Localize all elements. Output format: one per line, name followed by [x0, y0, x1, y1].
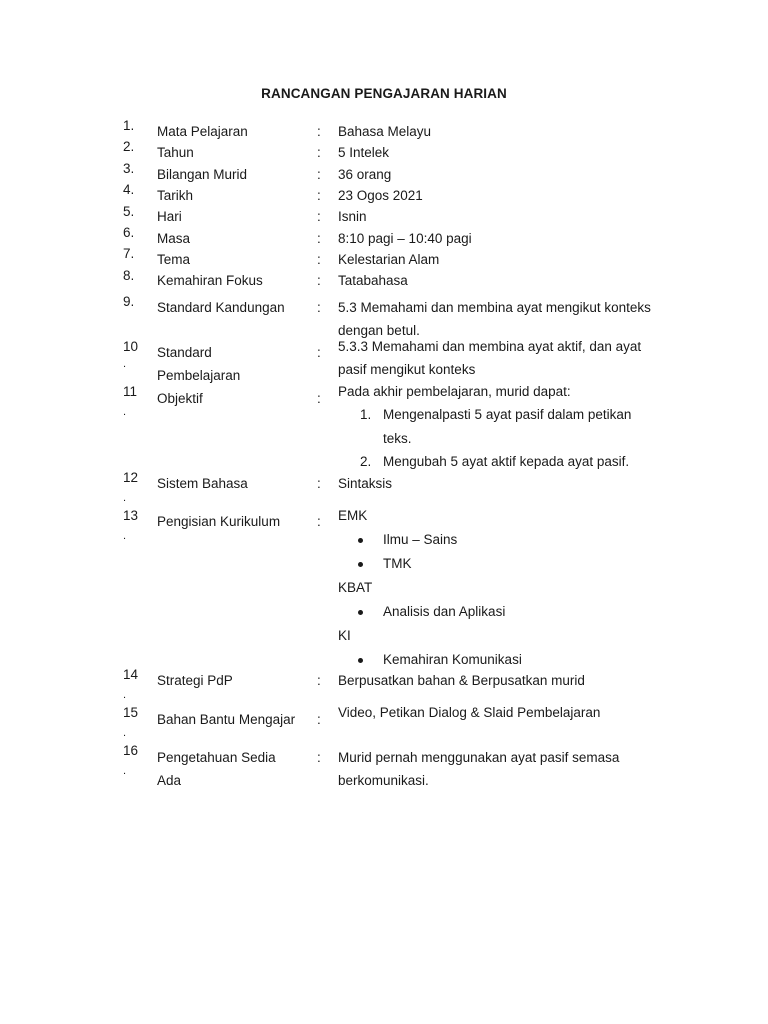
row-number-dot: .: [123, 358, 127, 370]
row-value: Isnin: [338, 209, 367, 224]
row-number-dot: .: [123, 689, 127, 701]
row-number: 2.: [123, 139, 135, 154]
row-colon: :: [317, 231, 321, 246]
curriculum-heading: KBAT: [338, 580, 373, 595]
row-number: 15: [123, 705, 139, 720]
row-colon: :: [317, 345, 321, 360]
row-colon: :: [317, 391, 321, 406]
row-number-dot: .: [123, 727, 127, 739]
row-label: Strategi PdP: [157, 673, 233, 688]
curriculum-bullet: Ilmu – Sains: [383, 532, 458, 547]
row-value-line: berkomunikasi.: [338, 773, 429, 788]
curriculum-bullet: Analisis dan Aplikasi: [383, 604, 506, 619]
row-label: Tahun: [157, 145, 194, 160]
row-number: 6.: [123, 225, 135, 240]
row-colon: :: [317, 300, 321, 315]
row-label-line: Pengetahuan Sedia: [157, 750, 276, 765]
row-label: Objektif: [157, 391, 203, 406]
bullet-marker: [358, 610, 363, 615]
row-colon: :: [317, 209, 321, 224]
objective-text: teks.: [383, 431, 412, 446]
curriculum-bullet: TMK: [383, 556, 412, 571]
row-label: Pengisian Kurikulum: [157, 514, 281, 529]
row-number-dot: .: [123, 765, 127, 777]
bullet-marker: [358, 538, 363, 543]
curriculum-heading: EMK: [338, 508, 368, 523]
row-number: 10: [123, 339, 139, 354]
row-value: Tatabahasa: [338, 273, 408, 288]
row-colon: :: [317, 673, 321, 688]
row-label: Masa: [157, 231, 191, 246]
row-label-line: Standard: [157, 345, 212, 360]
row-number: 14: [123, 667, 139, 682]
row-colon: :: [317, 252, 321, 267]
row-colon: :: [317, 273, 321, 288]
row-label: Sistem Bahasa: [157, 476, 248, 491]
row-value: 8:10 pagi – 10:40 pagi: [338, 231, 472, 246]
curriculum-heading: KI: [338, 628, 351, 643]
objective-number: 2.: [360, 454, 372, 469]
objective-text: Mengenalpasti 5 ayat pasif dalam petikan: [383, 407, 632, 422]
curriculum-bullet: Kemahiran Komunikasi: [383, 652, 522, 667]
row-value-line: 5.3 Memahami dan membina ayat mengikut konteks: [338, 300, 651, 315]
row-value-line: pasif mengikut konteks: [338, 362, 476, 377]
row-label: Kemahiran Fokus: [157, 273, 263, 288]
row-label: Bilangan Murid: [157, 167, 248, 182]
row-value: Kelestarian Alam: [338, 252, 440, 267]
row-value: Berpusatkan bahan & Berpusatkan murid: [338, 673, 585, 688]
row-colon: :: [317, 188, 321, 203]
row-number: 11: [123, 384, 138, 399]
row-number: 16: [123, 743, 139, 758]
row-number: 1.: [123, 118, 135, 133]
row-number: 4.: [123, 182, 135, 197]
bullet-marker: [358, 562, 363, 567]
row-number: 9.: [123, 294, 135, 309]
row-label: Standard Kandungan: [157, 300, 285, 315]
row-label-line: Pembelajaran: [157, 368, 241, 383]
row-value-line: 5.3.3 Memahami dan membina ayat aktif, dan ayat: [338, 339, 642, 354]
row-number: 12: [123, 470, 139, 485]
row-label: Tarikh: [157, 188, 194, 203]
row-value: 5 Intelek: [338, 145, 390, 160]
row-number: 5.: [123, 204, 135, 219]
row-label: Bahan Bantu Mengajar: [157, 712, 296, 727]
objective-text: Mengubah 5 ayat aktif kepada ayat pasif.: [383, 454, 630, 469]
row-value: Video, Petikan Dialog & Slaid Pembelajaran: [338, 705, 601, 720]
row-value: 23 Ogos 2021: [338, 188, 423, 203]
row-colon: :: [317, 476, 321, 491]
row-colon: :: [317, 124, 321, 139]
row-number-dot: .: [123, 492, 127, 504]
row-number: 13: [123, 508, 139, 523]
row-label: Hari: [157, 209, 182, 224]
row-value: 36 orang: [338, 167, 392, 182]
row-value-line: dengan betul.: [338, 323, 420, 338]
row-value: Bahasa Melayu: [338, 124, 432, 139]
row-label-line: Ada: [157, 773, 182, 788]
page-title: RANCANGAN PENGAJARAN HARIAN: [261, 86, 507, 101]
row-colon: :: [317, 750, 321, 765]
row-number-dot: .: [123, 406, 127, 418]
bullet-marker: [358, 658, 363, 663]
row-number-dot: .: [123, 530, 127, 542]
row-value: Sintaksis: [338, 476, 393, 491]
row-number: 3.: [123, 161, 135, 176]
row-colon: :: [317, 712, 321, 727]
row-colon: :: [317, 145, 321, 160]
row-label: Tema: [157, 252, 191, 267]
row-number: 7.: [123, 246, 135, 261]
row-colon: :: [317, 514, 321, 529]
row-value: Pada akhir pembelajaran, murid dapat:: [338, 384, 571, 399]
row-value-line: Murid pernah menggunakan ayat pasif semasa: [338, 750, 620, 765]
row-label: Mata Pelajaran: [157, 124, 248, 139]
row-number: 8.: [123, 268, 135, 283]
row-colon: :: [317, 167, 321, 182]
objective-number: 1.: [360, 407, 372, 422]
